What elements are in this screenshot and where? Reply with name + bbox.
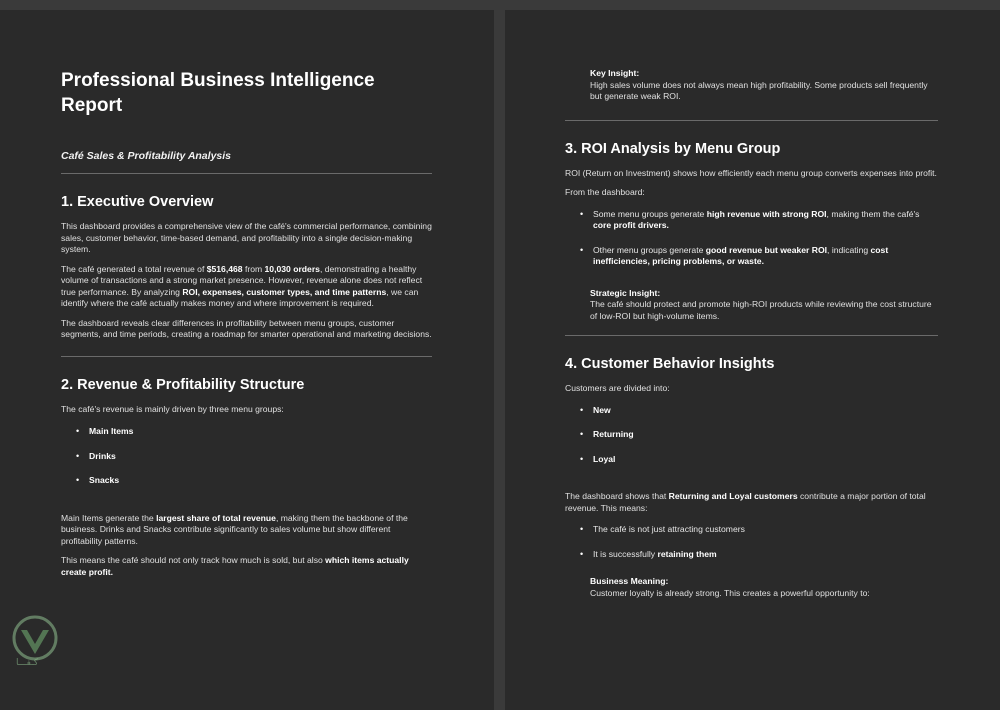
strategic-insight-text: The café should protect and promote high-ROI products while reviewing the cost structure of low-ROI but high-volume items. xyxy=(590,299,932,321)
list-item: • Drinks xyxy=(76,450,116,461)
document-page-left xyxy=(0,10,494,710)
s2-intro: The café's revenue is mainly driven by three menu groups: xyxy=(61,403,284,414)
list-item: • Main Items xyxy=(76,426,134,436)
divider xyxy=(565,335,938,336)
watermark-logo xyxy=(6,614,64,670)
key-insight-label: Key Insight: xyxy=(590,68,640,78)
customer-type-list xyxy=(565,405,938,466)
menu-group-list xyxy=(61,426,432,487)
meaning-bullet-list xyxy=(565,524,938,560)
list-item: • The café is not just attracting customers xyxy=(580,524,745,534)
list-item: • Loyal xyxy=(580,453,616,464)
business-meaning-text: Customer loyalty is already strong. This creates a powerful opportunity to: xyxy=(590,587,870,598)
s4-intro: Customers are divided into: xyxy=(565,383,670,393)
section-4-heading: 4. Customer Behavior Insights xyxy=(565,356,775,372)
section-2-heading: 2. Revenue & Profitability Structure xyxy=(61,376,305,393)
s1-paragraph-1: This dashboard provides a comprehensive view of the café's commercial performance, combining sales, customer behavior, time-based demand, and profitability into a single decision-making system. xyxy=(61,221,432,254)
strategic-insight-label: Strategic Insight: xyxy=(590,287,661,298)
key-insight-text: High sales volume does not always mean high profitability. Some products sell frequently but generate weak ROI. xyxy=(590,79,928,101)
document-page-right xyxy=(505,10,1000,710)
s3-paragraph-2: From the dashboard: xyxy=(565,187,645,197)
list-item: • It is successfully retaining them xyxy=(580,548,717,559)
divider xyxy=(565,120,938,121)
report-subtitle: Café Sales & Profitability Analysis xyxy=(61,150,232,162)
s4-paragraph-1: The dashboard shows that Returning and Loyal customers contribute a major portion of total revenue. This means: xyxy=(565,491,926,513)
watermark-caption: كـفـــا xyxy=(16,658,39,668)
s3-paragraph-1: ROI (Return on Investment) shows how efficiently each menu group converts expenses into profit. xyxy=(565,167,937,178)
section-3-heading: 3. ROI Analysis by Menu Group xyxy=(565,140,781,157)
business-meaning-label: Business Meaning: xyxy=(590,576,669,586)
list-item: • Some menu groups generate high revenue with strong ROI, making them the café's core profit drivers. xyxy=(580,208,920,230)
section-1-heading: 1. Executive Overview xyxy=(61,194,214,210)
divider xyxy=(61,173,432,174)
s1-paragraph-3: The dashboard reveals clear differences in profitability between menu groups, customer segments, and time periods, creating a roadmap for smarter operational and marketing decisions. xyxy=(61,317,432,339)
list-item: • Returning xyxy=(580,429,634,439)
list-item: • Other menu groups generate good revenue but weaker ROI, indicating cost inefficiencies, pricing problems, or waste. xyxy=(580,244,889,266)
list-item: • New xyxy=(580,404,611,415)
total-revenue-value: $516,468 xyxy=(206,263,243,274)
total-orders-value: 10,030 orders xyxy=(264,263,320,274)
business-meaning-callout xyxy=(565,576,938,599)
roi-bullet-list xyxy=(565,209,938,268)
list-item: • Snacks xyxy=(76,475,120,485)
key-insight-callout xyxy=(565,68,938,103)
s2-paragraph-1: Main Items generate the largest share of total revenue, making them the backbone of the business. Drinks and Snacks contribute significantly to sales volume but show different profitability patterns. xyxy=(61,512,408,546)
strategic-insight-callout xyxy=(565,288,938,323)
s2-paragraph-2: This means the café should not only track how much is sold, but also which items actually create profit. xyxy=(61,555,409,577)
divider xyxy=(61,356,432,357)
s1-paragraph-2: The café generated a total revenue of $516,468 from 10,030 orders, demonstrating a healthy volume of transactions and a strong market presence. However, revenue alone does not reflect true performance. By analyzing ROI, expenses, customer types, and time patterns, we can identify where the café actually makes money and where improvement is required. xyxy=(61,263,423,308)
report-title: Professional Business Intelligence Report xyxy=(61,70,375,116)
